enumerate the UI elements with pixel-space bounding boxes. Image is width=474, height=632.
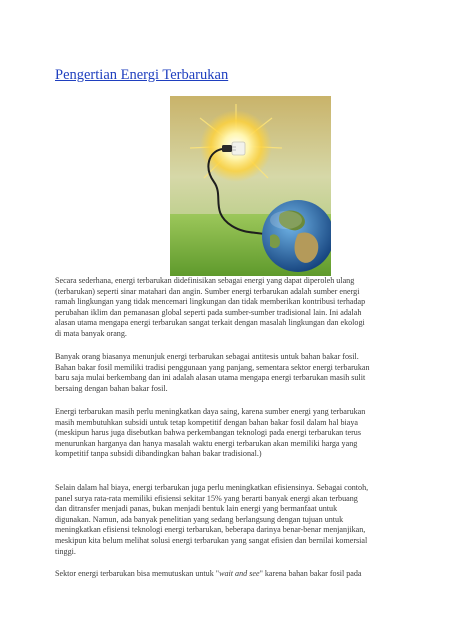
- earth-globe-icon: [262, 200, 331, 272]
- paragraph-2: [55, 352, 425, 394]
- text-line: masih membutuhkan subsidi untuk tetap kompetitif dengan bahan bakar fosil dalam hal biaya: [55, 417, 358, 427]
- text-line: [55, 569, 425, 580]
- power-socket-icon: [232, 142, 245, 155]
- text-line: meningkatkan efisiensi teknologi energi terbarukan, beberapa darinya benar-benar menjanjikan,: [55, 525, 366, 535]
- text-line: Selain dalam hal biaya, energi terbarukan juga perlu meningkatkan efisiensinya. Sebagai contoh,: [55, 483, 369, 492]
- text-line: bersaing dengan bahan bakar fosil.: [55, 383, 168, 393]
- text-fragment: " karena bahan bakar fosil pada: [259, 569, 362, 578]
- paragraph-1: [55, 276, 425, 340]
- paragraph-5: [55, 569, 425, 580]
- text-line: menurunkan harganya dan hanya masalah waktu energi terbarukan akan memiliki harga yang: [55, 438, 358, 448]
- emphasis-text: wait and see: [219, 569, 260, 578]
- text-line: baru saja mulai berkembang dan ini adalah alasan utama mengapa energi terbarukan masih sulit: [55, 373, 366, 383]
- text-line: panel surya rata-rata memiliki efisiensi sekitar 15% yang berarti banyak energi akan terbuang: [55, 493, 358, 503]
- text-line: (terbarukan) seperti sinar matahari dan angin. Sumber energi terbarukan adalah sumber energi: [55, 286, 360, 296]
- text-line: ramah lingkungan yang tidak mencemari lingkungan dan tidak memberikan kontribusi terhadap: [55, 297, 366, 307]
- paragraph-3: [55, 407, 425, 460]
- text-line: Secara sederhana, energi terbarukan didefinisikan sebagai energi yang dapat diperoleh ulang: [55, 276, 355, 285]
- text-line: di mata banyak orang.: [55, 328, 127, 338]
- text-line: Banyak orang biasanya menunjuk energi terbarukan sebagai antitesis untuk bahan bakar fosil.: [55, 352, 359, 361]
- text-line: Bahan bakar fosil memiliki tradisi penggunaan yang panjang, sementara sektor energi terbarukan: [55, 362, 370, 372]
- paragraph-4: [55, 483, 425, 557]
- page-title-link[interactable]: Pengertian Energi Terbarukan: [55, 67, 229, 83]
- text-line: (meskipun harus juga disebutkan bahwa perkembangan teknologi pada energi terbarukan terus: [55, 428, 361, 438]
- text-line: digunakan. Namun, ada banyak penelitian yang sedang berlangsung dengan tujuan untuk: [55, 514, 344, 524]
- text-line: meskipun kita belum melihat solusi energi terbarukan yang sangat efisien dan bernilai komersial: [55, 535, 368, 545]
- text-line: Energi terbarukan masih perlu meningkatkan daya saing, karena sumber energi yang terbarukan: [55, 407, 366, 416]
- renewable-energy-illustration: [170, 96, 331, 276]
- text-line: dan ditransfer menjadi panas, bukan menjadi bentuk lain energi yang bermanfaat untuk: [55, 504, 338, 514]
- text-fragment: Sektor energi terbarukan bisa memutuskan untuk ": [55, 569, 220, 578]
- text-line: tinggi.: [55, 546, 76, 556]
- text-line: alasan utama mengapa energi terbarukan sangat terkait dengan masalah lingkungan dan ekologi: [55, 318, 365, 328]
- text-line: perubahan iklim dan pemanasan global seperti pada sumber-sumber tradisional lain. Ini adalah: [55, 307, 362, 317]
- text-line: kompetitif tanpa subsidi dibandingkan bahan bakar tradisional.): [55, 449, 262, 459]
- sun-plug-earth-image: [170, 96, 331, 276]
